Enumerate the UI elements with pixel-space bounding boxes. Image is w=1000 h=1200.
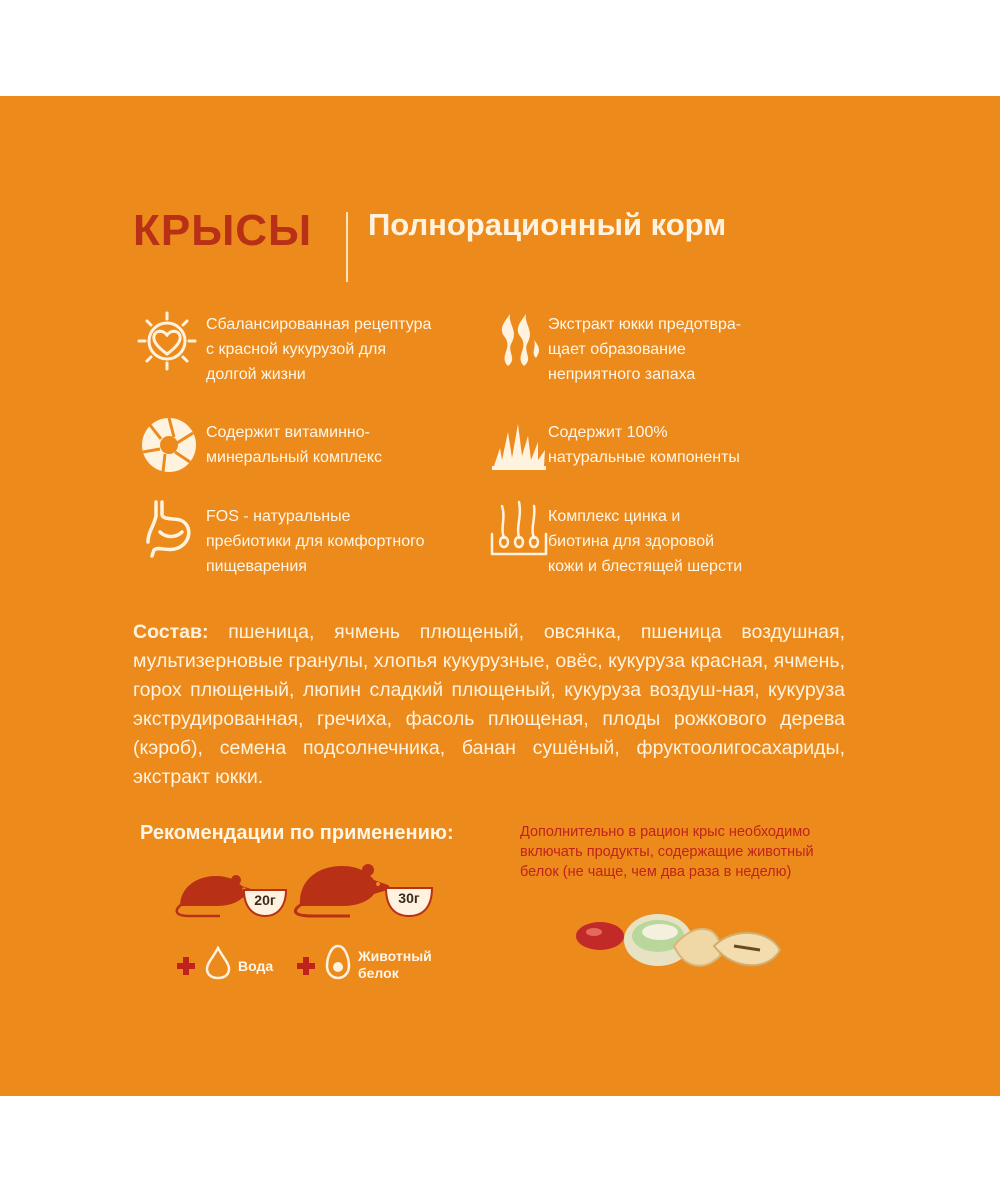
feature-text: FOS - натуральные пребиотики для комфортного пищеварения: [206, 508, 425, 575]
stomach-icon: [138, 498, 200, 560]
composition-paragraph: [133, 618, 845, 792]
vitamin-shutter-icon: [138, 414, 200, 476]
title-divider: [346, 212, 348, 282]
grass-icon: [488, 414, 550, 476]
protein-label: Животный белок: [358, 948, 432, 981]
feature-text: Сбалансированная рецептура с красной кукурузой для долгой жизни: [206, 316, 432, 383]
orange-panel: [0, 96, 1000, 1096]
large-rat-icon: [286, 852, 396, 920]
water-drop-icon: [204, 946, 232, 980]
protein-note: Дополнительно в рацион крыс необходимо включать продукты, содержащие животный белок (не чаще, чем два раза в неделю): [520, 824, 814, 880]
portion-small: 20г: [254, 892, 276, 908]
feature-text: Содержит 100% натуральные компоненты: [548, 424, 740, 466]
portion-large: 30г: [398, 890, 420, 906]
recommendations-title: Рекомендации по применению:: [140, 822, 454, 844]
feature-text: Комплекс цинка и биотина для здоровой кожи и блестящей шерсти: [548, 508, 743, 575]
plus-icon: [176, 956, 196, 976]
page-title: КРЫСЫ: [133, 206, 313, 255]
composition-text: пшеница, ячмень плющеный, овсянка, пшеница воздушная, мультизерновые гранулы, хлопья кукурузные, овёс, кукуруза красная, ячмень, горох плющеный, люпин сладкий плющеный, кукуруза воздуш-ная, кукуруза экструдированная, гречиха, фасоль плющеная, плоды рожкового дерева (кэроб), семена подсолнечника, банан сушёный, фруктоолигосахариды, экстракт юкки.: [133, 621, 845, 788]
heart-sun-icon: [136, 310, 198, 372]
plus-icon: [296, 956, 316, 976]
feature-text: Содержит витаминно- минеральный комплекс: [206, 424, 383, 466]
egg-icon: [324, 944, 352, 980]
page-subtitle: Полнорационный корм: [368, 207, 727, 242]
food-pellets-image: [574, 906, 794, 986]
odor-waves-icon: [488, 310, 550, 372]
composition-label: Состав:: [133, 621, 209, 643]
feature-text: Экстракт юкки предотвра- щает образование неприятного запаха: [548, 316, 742, 383]
hair-follicle-icon: [488, 498, 550, 560]
water-label: Вода: [238, 958, 274, 974]
